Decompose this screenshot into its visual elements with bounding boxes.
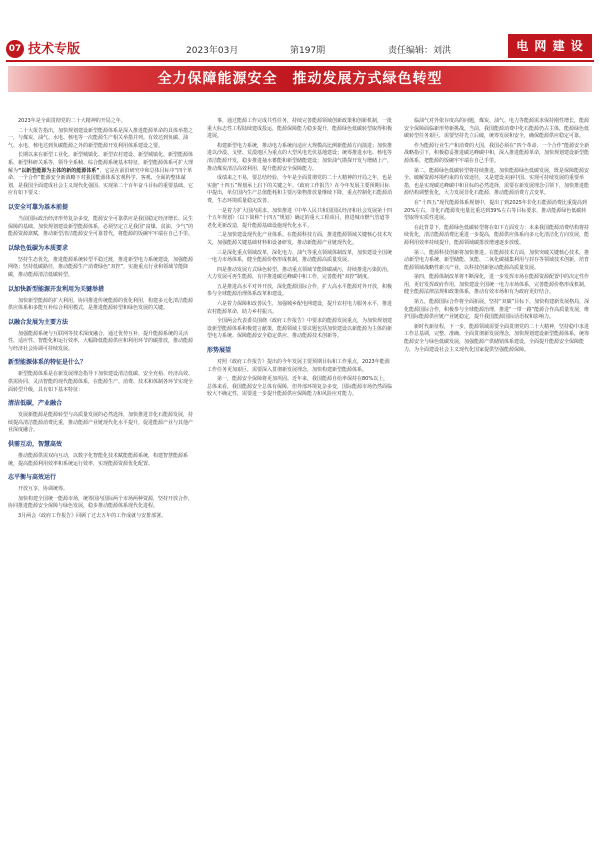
column-2 <box>207 118 393 401</box>
article-title-banner <box>8 66 592 92</box>
page-header <box>0 0 600 62</box>
article-title: 全力保障能源安全 推动发展方式绿色转型 <box>157 71 443 87</box>
subheading: 以融合发展为主要方法 <box>8 318 69 326</box>
paragraph: 坚持生态优先，推进能源系统转型平稳过渡，推进新型电力系统建设，加强能源网络；坚持低碳路径，推动能源生产消费绿色“双控”，实施重点行业和领域节能降碳，推动能源清洁低碳转型。 <box>8 256 194 278</box>
paragraph: 作为能源行业生产和消费的大国，我国必须在“四个革命、一个合作”能源安全新战略指引下，积极稳妥推进碳达峰碳中和，深入推进能源革命，加快规划建设新型能源体系，把能源的饭碗牢牢端在自己手里。 <box>404 142 590 164</box>
paragraph <box>8 152 194 198</box>
paragraph-emphasis: “以新型能源为主体的新的能源体系” <box>18 167 100 174</box>
paragraph: 二是加快建设现代化产业体系。在能源科技方面，推进能源领域关键核心技术攻关，加强能源关键基础材料和设备研发，推动新能源产业链现代化。 <box>207 232 393 246</box>
paragraph: 推动能源供需双向互动，以数字化智能化技术赋能能源系统，构建智慧能源系统，提高能源利用效率和系统运行效率，实现能源资源优化配置。 <box>8 453 189 467</box>
issue-number: 第197期 <box>290 46 326 56</box>
paragraph: 加快构建全国统一能源市场，统筹国内国际两个市场两种资源，坚持开放合作，协同推进能源安全保障与绿色发展，稳步推动能源体系现代化进程。 <box>8 495 194 510</box>
paragraph-text: 长期以来在新型工业化、新型城镇化、新型农村建设、新型城镇化、新型能源体系、新型科研关系等，领导全系帧、综合能源系统基本特征，新型能源体系可扩大理解为 <box>8 152 194 174</box>
column-3 <box>404 118 590 356</box>
paragraph: 新时代新征程，下一步，能源领域需要全面贯彻党的二十大精神，坚持稳中求进工作总基调，完整、准确、全面贯彻新发展理念，加快规划建设新型能源体系，统筹能源安全与绿色低碳发展，加强能源产供储销体系建设，全面提升能源安全保障能力，为全面建设社会主义现代化国家提供坚强能源保障。 <box>404 323 590 353</box>
paragraph: 加快新型能源的扩大利用，协同推进传统能源的优化利用，构建多元化清洁能源供应体系和多能互补综合利用模式，是推进能源转型和绿色发展的关键。 <box>8 297 194 312</box>
paragraph: 临油气对外依存度高的问题，煤炭、油气、电力等能源需求保持刚性增长，能源安全保障面临新形势新挑战。当前，我国能源消费中化石能源仍占主体，能源绿色低碳转型任务艰巨，需要坚持先立后破，统筹发展和安全，确保能源供应稳定可靠。 <box>404 118 590 140</box>
column-1 <box>8 118 194 523</box>
paragraph: 在此背景下，能源绿色低碳转型将在如下方面发力：未来我国能源消费结构将持续优化，清洁能源消费比重进一步提高，能源供应体系向多元化清洁化方向发展，能源利用效率持续提升，能源领域碳排放增速逐步放缓。 <box>404 224 590 246</box>
paragraph: 一是着力扩大国内需求。加快推进《中华人民共和国国民经济和社会发展第十四个五年规划》（以下简称“十四五”规划）确定的重大工程项目，推进城市燃气管道等老化更新改造，提升能源基础设施现代化水平。 <box>207 207 393 229</box>
paragraph: 加强能源系统与互联网等技术深度融合，通过优势互补、提升能源系统的灵活性，适应性、智能化和运行效率，大幅降低能源供应和利用环节的碳排放，推动能源与经济社会协调可持续发展。 <box>8 330 194 352</box>
paragraph: 开放互享，协调统筹。 <box>18 486 69 493</box>
paragraph: 2023年是全面贯彻党的二十大精神的开局之年。 <box>18 118 126 124</box>
paragraph: 第五，能源国际合作将全面拓展。坚持“双碳”目标下，加快构建新发展格局，深化能源国际合作，积极参与全球能源治理，推进“一带一路”能源合作高质量发展，维护国际能源供应链产业链稳定，提升我国能源国际话语权和影响力。 <box>404 299 590 321</box>
paragraph: 3月两会《政府工作报告》回顾了过去五年的工作成就与安排部署。 <box>18 513 167 519</box>
paragraph: 三是深化重点领域改革，深化电力、油气等重点领域体制改革，加快建设全国统一电力市场体系，健全能源价格形成机制，推动能源高质量发展。 <box>207 249 393 264</box>
subheading: 以绿色低碳为本质要求 <box>8 244 69 252</box>
masthead-logo: 电 网 建 设 <box>508 34 592 58</box>
subheading: 新型能源体系的特征是什么？ <box>8 359 87 367</box>
subheading: 以加快新型能源开发利用为关键举措 <box>8 285 105 293</box>
paragraph: 对照《政府工作报告》提出的今年发展主要预期目标和工作重点，2023年能源工作任务更加艰巨，需要深入贯彻新发展理念，加快构建新型能源体系。 <box>207 359 390 373</box>
header-rule <box>6 60 594 62</box>
paragraph: 第三，能源科技创新将加快推进。在能源技术方面，加快突破关键核心技术，推动新型电力系统、新型储能、氢能、二氧化碳捕集利用与封存等领域技术创新，培育能源领域战略性新兴产业，以科技创新驱动能源高质量发展。 <box>404 249 590 271</box>
paragraph: 当前国际政治经济形势复杂多变，能源安全可靠供应是我国稳定经济增长、民生保障的基础。加快规划建设新型能源体系，必须坚定立足我国“富煤、贫油、少气”的能源资源禀赋，推动新型清洁能源安全可靠替代，将能源的饭碗牢牢端在自己手里。 <box>8 215 194 238</box>
paragraph: 新型能源体系是在新发展理念指导下加快建设清洁低碳、安全充裕、经济高效、供需协同、灵活智能的现代能源体系，在能源生产、消费、技术和体制各环节实现全面转型升级，具有如下基本特征： <box>8 371 194 393</box>
paragraph: 五是推进高水平对外开放，深化能源国际合作，扩大高水平能源对外开放，积极参与全球能源治理体系改革和建设。 <box>207 283 393 298</box>
issue-date: 2023年03月 <box>186 46 239 56</box>
subheading: 以安全可靠为基本前提 <box>8 203 69 211</box>
paragraph: 第二，能源绿色低碳转型将持续推进。加快能源绿色低碳发展，既是保障能源安全、破解资源环境约束的有效途径，又是建设美丽中国、实现可持续发展的重要举措，也是实现碳达峰碳中和目标的必然选择，需要在新发展理念引领下，加快推进能源结构调整优化，大力发展非化石能源，推动能源消费方式变革。 <box>404 167 590 197</box>
paragraph-text: ，它是在前沿研究中和总体目标中“四个革命、一个合作”能源安全新战略下对我国能源体系宏观科学、客观、全面的整体谋划，是我国全面建成社会主义现代化强国、实现第二个百年奋斗目标的重要基础。它应有如下要义： <box>8 167 194 197</box>
paragraph: 发展新能源是能源转型与高质量发展的必然选择，加快推进非化石能源发展，持续提高清洁能源消费比重，推动能源产业链现代化水平提升，促进能源产业与其他产业深度融合。 <box>8 412 194 434</box>
section-title: 技术专版 <box>28 42 81 57</box>
paragraph: 第一，能源安全保障将更加巩固。近年来，我国能源自给率保持在80%以上，总体来看，我国能源安全总体有保障，但外部环境复杂多变，国际能源市场仍然面临较大不确定性，需要进一步提升能源供应保障能力和风险应对能力。 <box>207 376 393 398</box>
paragraph: 事，通过能源工作完成共性任务，持续完善能源领域创新政策和创新机制，一批重大标志性工程陆续建成投运，能源保障能力稳步提升，能源绿色低碳转型取得积极进展。 <box>207 118 393 140</box>
paragraph: 构建新型电力系统，推动电力系统向适应大规模高比例新能源方向演进；加快推进以沙漠、戈壁、荒漠地区为重点的大型风电光伏基地建设；统筹推进水电、核电等清洁能源开发，稳步推进抽水蓄能和新型储能建设；加快油气勘探开发与增储上产，推动煤炭清洁高效利用，提升能源安全保障能力。 <box>207 142 393 172</box>
subheading: 志平衡与高效运行 <box>8 474 57 482</box>
responsible-editor: 责任编辑：刘洪 <box>388 46 452 56</box>
paragraph: 成绩来之不易，要总结经验，今年是全面贯彻党的二十大精神的开局之年，也是实施“十四五”规划承上启下的关键之年。《政府工作报告》在今年发展主要预期目标中提出，单位国内生产总值能耗和主要污染物排放量继续下降，重点控制化石能源消费，生态环境质量稳定改善。 <box>207 175 393 204</box>
paragraph: 四是推动发展方式绿色转型。推动重点领域节能降碳减污，持续推进污染防治，大力发展可再生能源，有序推进碳达峰碳中和工作，完善能耗“双控”制度。 <box>207 266 393 281</box>
subheading: 供需互动，智慧高效 <box>8 441 63 449</box>
paragraph: 二十大报告指出，加快规划建设新型能源体系是深入推进能源革命的具体举措之一，与煤炭、油气、水电、核电等一次能源生产相关举措并列。有效达到负碳、油气、水电、核电达到负碳能源之外的新型能源开发利用体系建设之要。 <box>8 127 194 149</box>
paragraph: 第四，能源体制改革将不断深化，进一步发挥市场在能源资源配置中的决定性作用，更好发挥政府作用，加快建设全国统一电力市场体系，完善能源价格形成机制，健全能源法律法规和政策体系，推动有效市场和有为政府更好结合。 <box>404 274 590 296</box>
paragraph: 在“十四五”现代能源体系规划中，提出了到2025年非化石能源消费比重提高到20%左右，非化石能源发电量比重达到39%左右等目标要求，推动能源绿色低碳转型取得实质性进展。 <box>404 199 587 222</box>
subheading: 形势展望 <box>207 347 232 355</box>
subheading: 清洁低碳，产业融合 <box>8 400 63 408</box>
paragraph: 六是着力保障和改善民生，加强城乡配电网建设，提升农村电力服务水平，推进农村能源革命，助力乡村振兴。 <box>207 301 393 315</box>
paragraph: 全国两会代表委员围绕《政府工作报告》中要求的能源发展重点，为加快规划建设新型能源体系积极建言献策，能源领域主要议题包括加快建设以新能源为主体的新型电力系统、保障能源安全稳定供应、推动能源技术创新等。 <box>207 318 393 340</box>
page-number-badge: 07 <box>6 40 24 58</box>
